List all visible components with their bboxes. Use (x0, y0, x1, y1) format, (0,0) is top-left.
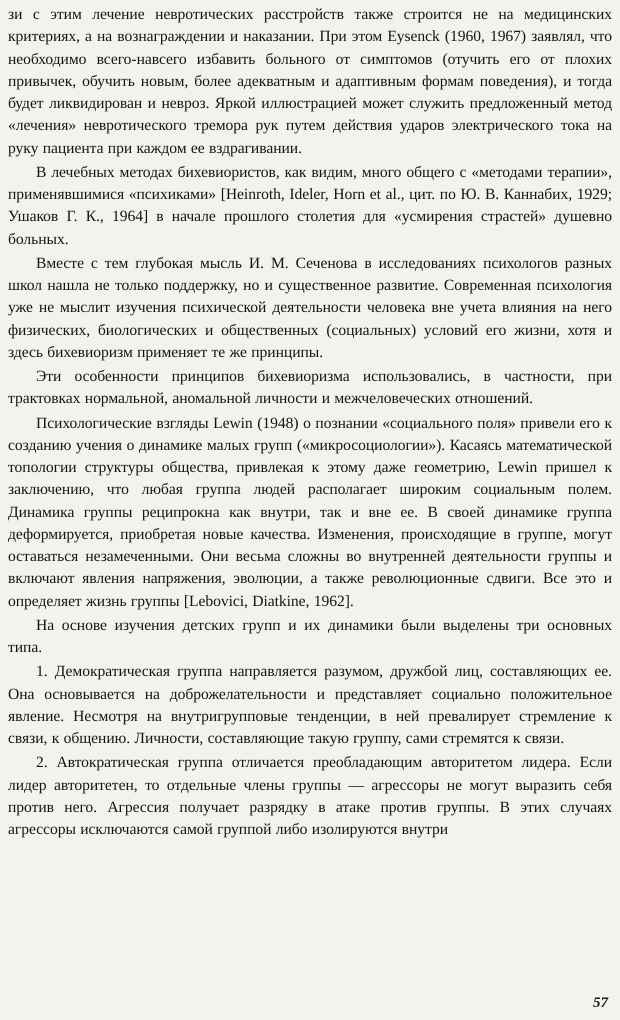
paragraph-democratic-group: 1. Демократическая группа направляется разумом, дружбой лиц, составляющих ее. Она основывается на доброжелательности и представляет социально положительное явление. Несмотря на внутригрупповые тенденции, в ней превалирует стремление к связи, к общению. Личности, составляющие такую группу, сами стремятся к связи. (8, 663, 612, 747)
paragraph-group-types: На основе изучения детских групп и их динамики были выделены три основных типа. (8, 616, 612, 656)
paragraph-lewin: Психологические взгляды Lewin (1948) о познании «социального поля» привели его к созданию учения о динамике малых групп («микросоциологии»). Касаясь математической топологии структуры общества, привлекая к этому даже геометрию, Lewin пришел к заключению, что любая группа людей располагает широким социальным полем. Динамика группы реципрокна как внутри, так и вне ее. В своей динамике группа деформируется, приобретая новые качества. Изменения, происходящие в группе, могут оставаться незамеченными. Они весьма сложны во внутренней деятельности группы и включают явления напряжения, эволюции, а также революционные сдвиги. Все это и определяет жизнь группы [Lebovici, Diatkine, 1962]. (8, 414, 612, 610)
paragraph-autocratic-group: 2. Автократическая группа отличается преобладающим авторитетом лидера. Если лидер авторитетен, то отдельные члены группы — агрессоры не могут выразить себя против него. Агрессия получает разрядку в атаке против группы. В этих случаях агрессоры исключаются самой группой либо изолируются внутри (8, 754, 612, 838)
paragraph-principles: Эти особенности принципов бихевиоризма использовались, в частности, при трактовках нормальной, аномальной личности и межчеловеческих отношений. (8, 368, 612, 408)
paragraph-continuation: зи с этим лечение невротических расстройств также строится не на медицинских критериях, а на вознаграждении и наказании. При этом Eysenck (1960, 1967) заявлял, что необходимо всего-навсего избавить больного от симптомов (отучить его от плохих привычек, обучить новым, более адекватным и адаптивным формам поведения), и тогда будет ликвидирован и невроз. Яркой иллюстрацией может служить предложенный метод «лечения» невротического тремора рук путем действия ударов электрического тока на руку пациента при каждом ее вздрагивании. (8, 6, 612, 157)
page-number: 57 (593, 995, 608, 1011)
paragraph-sechenov: Вместе с тем глубокая мысль И. М. Сеченова в исследованиях психологов разных школ нашла не только поддержку, но и существенное развитие. Современная психология уже не мыслит изучения психической деятельности человека вне учета влияния на него физических, биологических и общественных (социальных) условий его жизни, хотя и здесь бихевиоризм применяет те же принципы. (8, 254, 612, 361)
paragraph-behaviorist-methods: В лечебных методах бихевиористов, как видим, много общего с «методами терапии», применявшимися «психиками» [Heinroth, Ideler, Horn et al., цит. по Ю. В. Каннабих, 1929; Ушаков Г. К., 1964] в начале прошлого столетия для «усмирения страстей» душевно больных. (8, 163, 612, 248)
